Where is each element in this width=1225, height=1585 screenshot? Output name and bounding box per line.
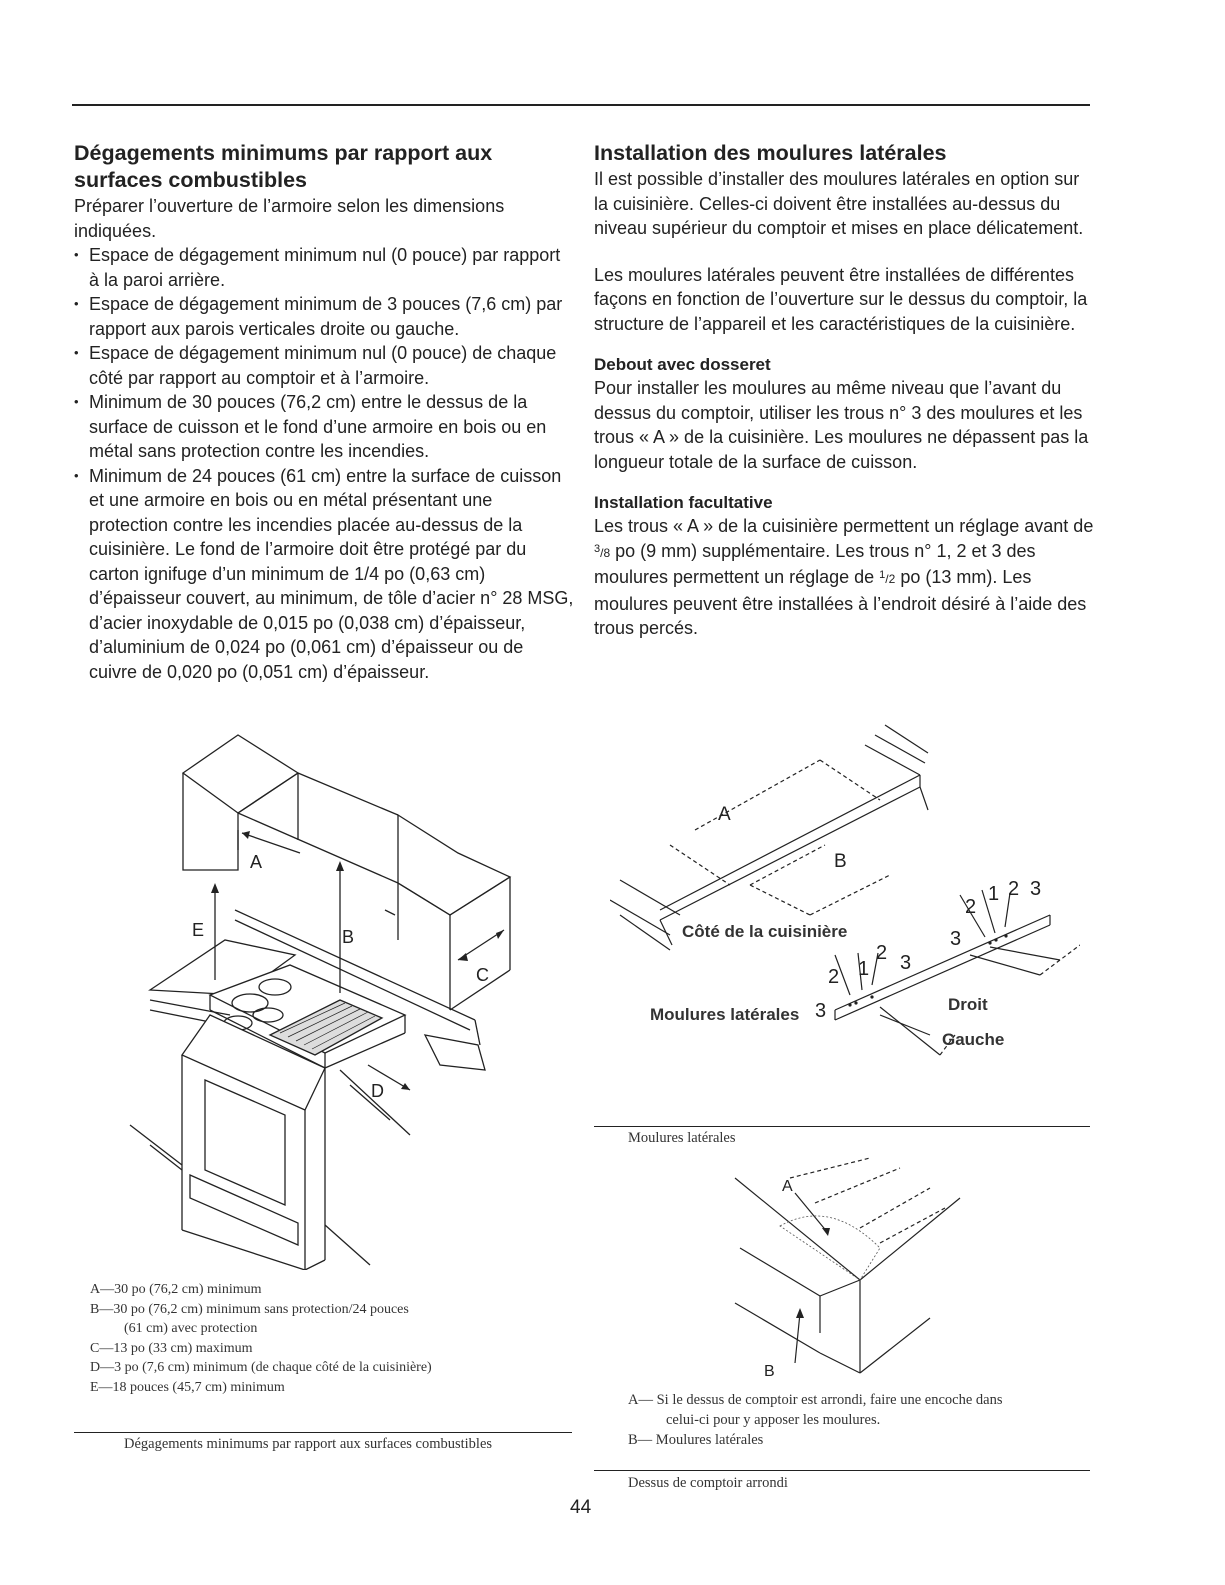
label-b-molding-2: B [764, 1363, 775, 1380]
clearance-diagram [120, 725, 540, 1270]
list-item: • Espace de dégagement minimum nul (0 pouce) de chaque côté par rapport au comptoir et à l’armoire. [74, 341, 574, 390]
label-b: B [342, 927, 355, 947]
legend-a-round-cont: celui-ci pour y apposer les moulures. [666, 1412, 881, 1428]
hole-num-2d: 2 [1008, 878, 1020, 900]
intro-text: Préparer l’ouverture de l’armoire selon les dimensions indiquées. [74, 196, 505, 241]
hole-num-1b: 1 [988, 883, 1000, 905]
label-a-holes: A [718, 804, 731, 825]
legend-b-round: B— Moulures latérales [628, 1432, 764, 1448]
page-number: 44 [570, 1497, 592, 1518]
legend-a-round: A— Si le dessus de comptoir est arrondi, faire une encoche dans [628, 1392, 1003, 1408]
rounded-countertop-diagram [720, 1148, 970, 1383]
optional-text: Les trous « A » de la cuisinière permettent un réglage avant de $^3$/8 po (9 mm) supplémentaire. Les trous n° 1, 2 et 3 des moulures permettent un réglage de $^1$/2 po (13 mm). Les moulures peuvent être installées à l’endroit désiré à l’aide des trous percés. [594, 516, 1094, 638]
list-item: • Minimum de 30 pouces (76,2 cm) entre le dessus de la surface de cuisson et le fond d’une armoire en bois ou en métal sans protection contre les incendies. [74, 390, 574, 464]
hole-num-3c: 3 [1030, 878, 1042, 900]
hole-num-2b: 2 [876, 942, 888, 964]
hole-num-3b: 3 [815, 1000, 827, 1022]
legend-e: E—18 pouces (45,7 cm) minimum [90, 1379, 285, 1395]
moldings-label: Moulures latérales [650, 1005, 800, 1024]
label-a: A [250, 852, 263, 872]
subheading-optional: Installation facultative [594, 493, 773, 512]
left-column [74, 140, 574, 684]
label-e: E [192, 920, 205, 940]
side-moldings-diagram [610, 715, 1080, 1075]
rounded-legend [628, 1390, 1098, 1450]
hole-num-2c: 2 [965, 896, 977, 918]
subheading-backsplash: Debout avec dosseret [594, 355, 771, 374]
range-side-label: Côté de la cuisinière [682, 922, 848, 941]
backsplash-text: Pour installer les moulures au même niveau que l’avant du dessus du comptoir, utiliser les trous n° 3 des moulures et les trous « A » de la cuisinière. Les moulures ne dépassent pas la longueur totale de la surface de cuisson. [594, 378, 1089, 472]
label-d: D [371, 1081, 384, 1101]
label-b-molding: B [834, 851, 847, 872]
clearance-legend [90, 1280, 590, 1397]
right-side-label: Droit [948, 995, 988, 1014]
list-item: • Minimum de 24 pouces (61 cm) entre la surface de cuisson et une armoire en bois ou en métal présentant une protection contre les incendies placée au-dessus de la cuisinière. Le fond de l’armoire doit être protégé par du carton ignifuge d’un minimum de 1/4 po (0,63 cm) d’épaisseur couvert, au minimum, de tôle d’acier n° 28 MSG, d’acier inoxydable de 0,015 po (0,038 cm) d’épaisseur, d’aluminium de 0,024 po (0,061 cm) d’épaisseur ou de cuivre de 0,020 po (0,051 cm) d’épaisseur. [74, 464, 574, 685]
list-item: • Espace de dégagement minimum de 3 pouces (7,6 cm) par rapport aux parois verticales droite ou gauche. [74, 292, 574, 341]
moldings-paragraph-2: Les moulures latérales peuvent être installées de différentes façons en fonction de l’ouverture sur le dessus du comptoir, la structure de l’appareil et les caractéristiques de la cuisinière. [594, 264, 1088, 334]
list-item: • Espace de dégagement minimum nul (0 pouce) par rapport à la paroi arrière. [74, 243, 574, 292]
section-heading-clearances: Dégagements minimums par rapport aux surfaces combustibles [74, 141, 493, 192]
top-rule [72, 104, 1090, 106]
legend-c: C—13 po (33 cm) maximum [90, 1340, 253, 1356]
legend-d: D—3 po (7,6 cm) minimum (de chaque côté de la cuisinière) [90, 1360, 432, 1375]
figure-caption-clearances: Dégagements minimums par rapport aux surfaces combustibles [124, 1436, 493, 1452]
hole-num-3d: 3 [950, 928, 962, 950]
section-heading-moldings: Installation des moulures latérales [594, 141, 947, 165]
hole-num-3a: 3 [900, 952, 912, 974]
caption-rule-right-1 [594, 1126, 1090, 1127]
hole-num-2a: 2 [828, 966, 840, 988]
caption-rule-right-2 [594, 1470, 1090, 1471]
moldings-intro: Il est possible d’installer des moulures latérales en option sur la cuisinière. Celles-ci doivent être installées au-dessus du niveau supérieur du comptoir et mises en place délicatement. [594, 169, 1084, 238]
caption-rule-left [74, 1432, 572, 1433]
left-side-label: Gauche [942, 1030, 1005, 1049]
label-c: C [476, 965, 489, 985]
figure-caption-rounded: Dessus de comptoir arrondi [628, 1475, 788, 1491]
clearance-list [74, 243, 574, 684]
figure-caption-moldings: Moulures latérales [628, 1130, 736, 1146]
right-column [594, 140, 1094, 641]
legend-b-cont: (61 cm) avec protection [124, 1321, 258, 1336]
legend-a: A—30 po (76,2 cm) minimum [90, 1282, 262, 1297]
hole-num-1a: 1 [858, 958, 870, 980]
label-a-notch: A [782, 1178, 793, 1195]
legend-b: B—30 po (76,2 cm) minimum sans protection/24 pouces [90, 1301, 409, 1317]
